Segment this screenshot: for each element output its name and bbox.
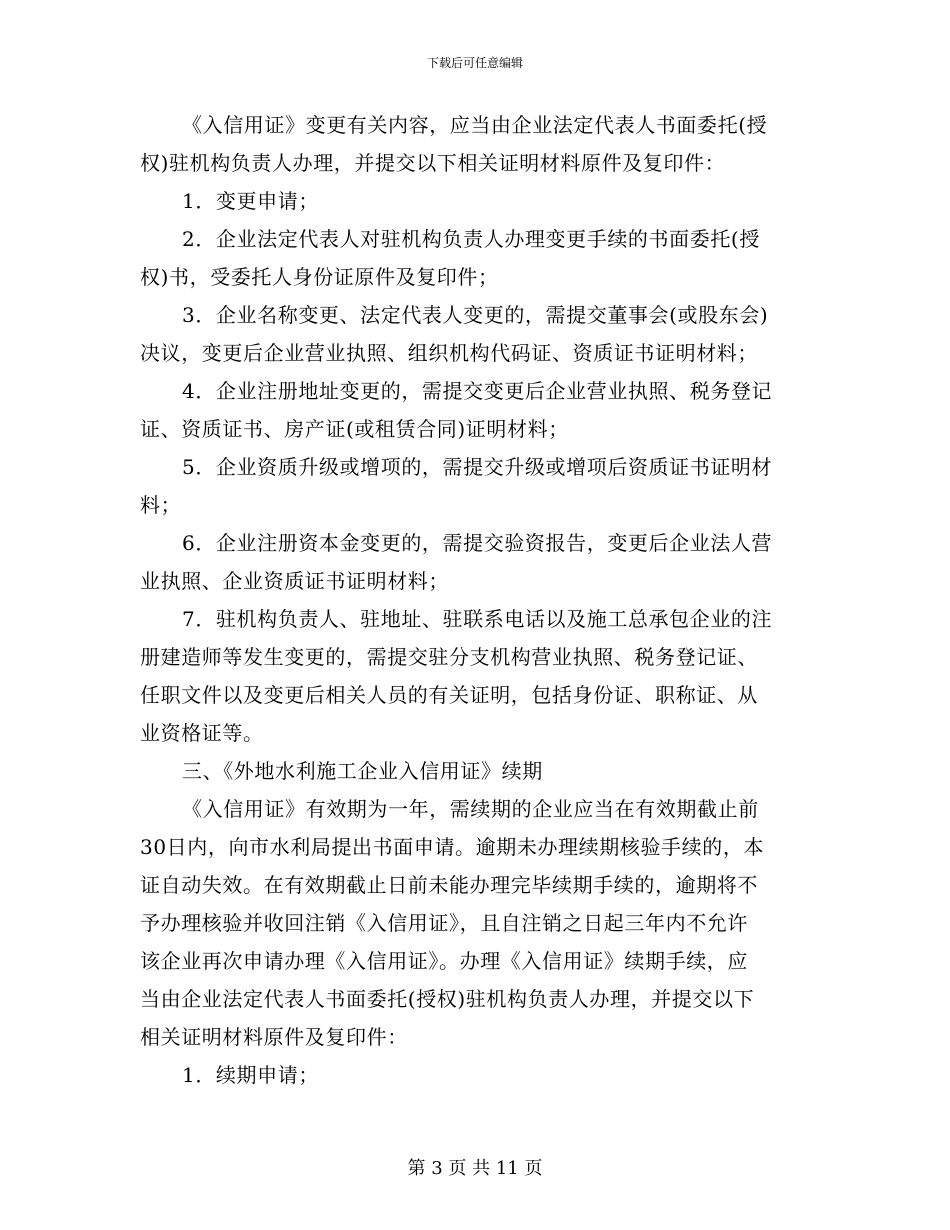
body-line: 1．变更申请； bbox=[182, 189, 319, 213]
body-line: 证自动失效。在有效期截止日前未能办理完毕续期手续的，逾期将不 bbox=[140, 873, 758, 897]
page-header: 下载后可任意编辑 bbox=[426, 56, 523, 70]
body-line: 4．企业注册地址变更的，需提交变更后企业营业执照、税务登记 bbox=[182, 379, 773, 403]
body-line: 任职文件以及变更后相关人员的有关证明，包括身份证、职称证、从 bbox=[140, 683, 758, 707]
page-footer: 第 3 页 共 11 页 bbox=[407, 1158, 543, 1179]
body-line: 《入信用证》变更有关内容，应当由企业法定代表人书面委托(授 bbox=[182, 113, 768, 137]
body-line: 1．续期申请； bbox=[182, 1063, 319, 1087]
body-line: 权)书，受委托人身份证原件及复印件； bbox=[140, 265, 499, 289]
body-line: 相关证明材料原件及复印件： bbox=[140, 1025, 408, 1049]
body-line: 该企业再次申请办理《入信用证》。办理《入信用证》续期手续，应 bbox=[140, 949, 748, 973]
body-line: 业资格证等。 bbox=[140, 721, 264, 745]
body-line: 权)驻机构负责人办理，并提交以下相关证明材料原件及复印件： bbox=[140, 151, 726, 175]
body-line: 予办理核验并收回注销《入信用证》，且自注销之日起三年内不允许 bbox=[140, 911, 748, 935]
body-line: 当由企业法定代表人书面委托(授权)驻机构负责人办理，并提交以下 bbox=[140, 987, 755, 1011]
body-line: 7．驻机构负责人、驻地址、驻联系电话以及施工总承包企业的注 bbox=[182, 607, 773, 631]
body-line: 证、资质证书、房产证(或租赁合同)证明材料； bbox=[140, 417, 569, 441]
body-line: 册建造师等发生变更的，需提交驻分支机构营业执照、税务登记证、 bbox=[140, 645, 758, 669]
body-line: 3．企业名称变更、法定代表人变更的，需提交董事会(或股东会) bbox=[182, 303, 769, 327]
body-line: 5．企业资质升级或增项的，需提交升级或增项后资质证书证明材 bbox=[182, 455, 773, 479]
body-line: 《入信用证》有效期为一年，需续期的企业应当在有效期截止前 bbox=[182, 797, 759, 821]
body-line: 6．企业注册资本金变更的，需提交验资报告，变更后企业法人营 bbox=[182, 531, 773, 555]
body-line: 业执照、企业资质证书证明材料； bbox=[140, 569, 449, 593]
body-line: 料； bbox=[140, 493, 182, 517]
body-line: 30日内，向市水利局提出书面申请。逾期未办理续期核验手续的，本 bbox=[140, 835, 765, 859]
section-heading: 三、《外地水利施工企业入信用证》续期 bbox=[182, 759, 543, 783]
document-body bbox=[140, 106, 820, 1094]
body-line: 2．企业法定代表人对驻机构负责人办理变更手续的书面委托(授 bbox=[182, 227, 760, 251]
body-line: 决议，变更后企业营业执照、组织机构代码证、资质证书证明材料； bbox=[140, 341, 758, 365]
